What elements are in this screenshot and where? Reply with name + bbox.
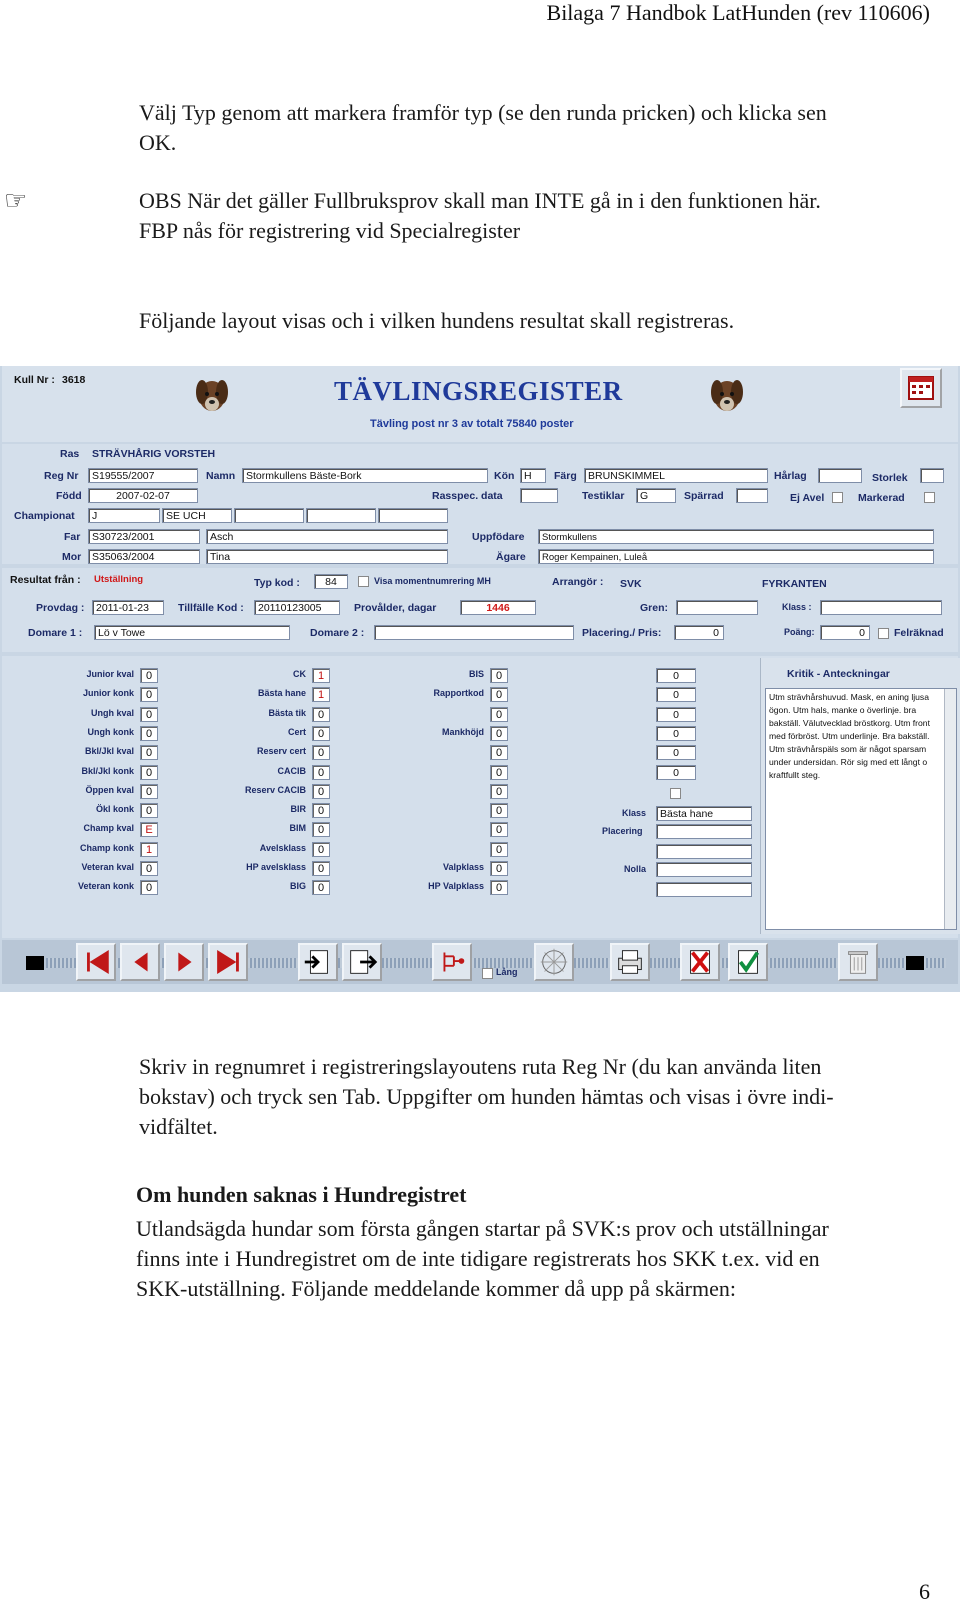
result-label: Champ konk [79, 842, 134, 853]
paragraph-line: finns inte i Hundregistret om de inte tidigare registrerats hos SKK t.ex. vid en [136, 1246, 820, 1271]
next-record-button[interactable] [164, 943, 204, 981]
result-label: Junior konk [82, 688, 134, 699]
provalder-input[interactable]: 1446 [460, 600, 536, 615]
result-value-input[interactable]: 0 [312, 726, 330, 741]
result-value-input[interactable]: 0 [312, 707, 330, 722]
result-value-input[interactable]: 0 [312, 842, 330, 857]
dog-info-panel [2, 444, 958, 564]
typkod-input[interactable]: 84 [314, 574, 348, 589]
arrangor-value: SVK [620, 578, 642, 590]
mor-namn-input[interactable]: Tina [206, 549, 448, 564]
result-label: Reserv CACIB [244, 784, 306, 795]
mor-regnr-input[interactable]: S35063/2004 [88, 549, 200, 564]
fodd-label: Född [56, 490, 82, 502]
moment-label: Visa momentnumrering MH [374, 576, 491, 586]
tree-icon [434, 945, 470, 979]
markerad-checkbox[interactable] [924, 492, 935, 503]
event-panel [2, 568, 958, 652]
result-value-input[interactable]: 0 [656, 687, 696, 702]
kull-value: 3618 [62, 374, 86, 386]
result-label: Bästa hane [257, 688, 306, 699]
domare2-label: Domare 2 : [310, 627, 365, 639]
result-label: Veteran kval [81, 862, 134, 872]
klass-input[interactable] [820, 600, 942, 615]
provdag-label: Provdag : [36, 602, 85, 614]
result-value-input[interactable]: 0 [140, 803, 158, 818]
farg-label: Färg [554, 470, 577, 482]
result-label: Bästa tik [268, 707, 306, 718]
agare-label: Ägare [496, 551, 526, 563]
klass-label: Klass : [782, 602, 812, 612]
harlag-label: Hårlag [774, 470, 807, 482]
paragraph-line: Skriv in regnumret i registreringslayoutens ruta Reg Nr (du kan använda liten [139, 1054, 822, 1079]
result-value-input[interactable]: 0 [656, 726, 696, 741]
poang-label: Poäng: [784, 627, 815, 637]
placering-result-input[interactable] [656, 824, 752, 839]
paragraph-line: SKK-utställning. Följande meddelande kommer då upp på skärmen: [136, 1276, 736, 1301]
result-value-input[interactable]: 0 [140, 707, 158, 722]
result-value-input[interactable]: 0 [490, 784, 508, 799]
result-label: BIS [468, 669, 484, 679]
result-label: Ungh kval [90, 707, 134, 718]
paragraph-line: bokstav) och tryck sen Tab. Uppgifter om hunden hämtas och visas i övre indi- [139, 1084, 834, 1109]
page-number: 6 [919, 1579, 930, 1604]
result-value-input[interactable]: 0 [490, 687, 508, 702]
far-namn-input[interactable]: Asch [206, 529, 448, 544]
target-button[interactable] [534, 943, 574, 981]
result-value-input[interactable]: 1 [312, 687, 330, 702]
uppfodare-input[interactable]: Stormkullens [538, 529, 934, 544]
domare1-input[interactable]: Lö v Towe [94, 625, 290, 640]
last-record-icon [210, 945, 246, 979]
arrangor-name: FYRKANTEN [762, 578, 827, 590]
regnr-input[interactable]: S19555/2007 [88, 468, 198, 483]
result-label: Cert [287, 726, 306, 737]
result-value-input[interactable]: 0 [140, 726, 158, 741]
record-counter: Tävling post nr 3 av totalt 75840 poster [370, 418, 574, 430]
result-value-input[interactable]: 1 [140, 842, 158, 857]
paragraph-line: Utlandsägda hundar som första gången startar på SVK:s prov och utställningar [136, 1216, 829, 1241]
result-value-input[interactable]: 0 [140, 765, 158, 780]
app-title: TÄVLINGSREGISTER [334, 376, 623, 406]
result-label: Mankhöjd [442, 726, 484, 737]
markerad-label: Markerad [858, 492, 905, 504]
extra-result-input-2[interactable] [656, 882, 752, 897]
import-button[interactable] [298, 943, 338, 981]
nolla-label: Nolla [624, 864, 647, 874]
result-value-input[interactable]: 0 [490, 880, 508, 895]
result-label: Champ kval [83, 823, 134, 834]
paragraph-line: Följande layout visas och i vilken hundens resultat skall registreras. [139, 308, 735, 333]
result-label: Reserv cert [256, 746, 306, 757]
result-value-input[interactable]: 0 [312, 784, 330, 799]
title-panel [2, 366, 958, 442]
result-label: Veteran konk [77, 881, 134, 892]
result-label: CK [293, 669, 306, 679]
kritik-panel [760, 658, 960, 934]
kon-label: Kön [494, 470, 515, 482]
uppfodare-label: Uppfödare [472, 531, 525, 543]
kritik-textarea[interactable] [765, 688, 957, 930]
result-value-input[interactable]: 0 [140, 668, 158, 683]
prev-record-icon [122, 945, 158, 979]
provalder-label: Provålder, dagar [354, 602, 437, 614]
toolbar [2, 940, 958, 984]
far-label: Far [64, 531, 81, 543]
calendar-button[interactable] [900, 368, 942, 408]
ok-button[interactable] [728, 943, 768, 981]
championat-label: Championat [14, 510, 75, 522]
placering-result-label: Placering [602, 826, 643, 836]
kritik-text: Utm strävhårshuvud. Mask, en aning ljusa ögon. Utm hals, manke o överlinje. bra bakställ. Välutvecklad bröstkorg. Utm front med förbröst. Utm underlinje. Bra bakställ. Utm strävhårspäls som är något sparsam under undersidan. Rör sig med ett långt o kraftfullt steg. [769, 692, 930, 780]
tillfalle-input[interactable]: 20110123005 [254, 600, 340, 615]
trash-icon [840, 945, 876, 979]
kon-input[interactable]: H [520, 468, 546, 483]
ras-value: STRÄVHÅRIG VORSTEH [92, 448, 216, 460]
tree-button[interactable] [432, 943, 472, 981]
result-value-input[interactable]: 0 [656, 707, 696, 722]
paragraph-line: OBS När det gäller Fullbruksprov skall man INTE gå in i den funktionen här. [139, 188, 821, 213]
scrollbar[interactable] [944, 689, 956, 929]
regnr-label: Reg Nr [44, 470, 79, 482]
result-checkbox[interactable] [670, 788, 681, 799]
moment-checkbox[interactable] [358, 576, 369, 587]
championat-input-3[interactable] [234, 508, 304, 523]
championat-input-1[interactable]: J [88, 508, 160, 523]
result-label: CACIB [277, 765, 306, 776]
paragraph-line: vidfältet. [139, 1114, 218, 1139]
print-icon [612, 945, 648, 979]
result-label: HP Valpklass [428, 881, 484, 892]
first-record-button[interactable] [76, 943, 116, 981]
lang-checkbox[interactable] [482, 968, 493, 979]
ok-icon [730, 945, 766, 979]
target-icon [536, 945, 572, 979]
result-label: Bkl/Jkl kval [84, 746, 134, 757]
result-value-input[interactable]: E [140, 822, 158, 837]
page-header: Bilaga 7 Handbok LatHunden (rev 110606) [546, 0, 930, 25]
lang-label: Lång [496, 967, 518, 977]
championat-input-5[interactable] [378, 508, 448, 523]
sparrad-input[interactable] [736, 488, 768, 503]
extra-result-input-1[interactable] [656, 844, 752, 859]
rasspec-input[interactable] [520, 488, 558, 503]
result-value-input[interactable]: 0 [312, 745, 330, 760]
right-marker-icon [906, 956, 924, 970]
paragraph-line: Välj Typ genom att markera framför typ (se den runda pricken) och klicka sen [139, 100, 827, 125]
placering-label: Placering./ Pris: [582, 627, 662, 639]
namn-input[interactable]: Stormkullens Bäste-Bork [242, 468, 488, 483]
dog-portrait-icon [192, 374, 232, 416]
paragraph-line: FBP nås för registrering vid Specialregister [139, 218, 521, 243]
result-label: Ökl konk [95, 804, 134, 815]
cancel-icon [682, 945, 718, 979]
result-value-input[interactable]: 0 [312, 822, 330, 837]
result-value-input[interactable]: 0 [490, 842, 508, 857]
result-value-input[interactable]: 0 [656, 745, 696, 760]
section-heading: Om hunden saknas i Hundregistret [136, 1182, 467, 1207]
import-icon [300, 945, 336, 979]
prev-record-button[interactable] [120, 943, 160, 981]
result-value-input[interactable]: 0 [490, 803, 508, 818]
trash-button[interactable] [838, 943, 878, 981]
result-value-input[interactable]: 0 [312, 765, 330, 780]
typkod-label: Typ kod : [254, 577, 300, 589]
paragraph-line: OK. [139, 130, 177, 155]
domare1-label: Domare 1 : [28, 627, 83, 639]
result-value-input[interactable]: 0 [140, 745, 158, 760]
result-value-input[interactable]: 1 [312, 668, 330, 683]
mor-label: Mor [62, 551, 82, 563]
provdag-input[interactable]: 2011-01-23 [92, 600, 164, 615]
last-record-button[interactable] [208, 943, 248, 981]
results-panel [2, 656, 958, 938]
dog-portrait-icon [707, 374, 747, 416]
klass-result-label: Klass [622, 808, 647, 818]
harlag-input[interactable] [818, 468, 862, 483]
ejavel-label: Ej Avel [790, 492, 825, 504]
tavlingsregister-screenshot [0, 366, 960, 992]
result-value-input[interactable]: 0 [656, 668, 696, 683]
next-record-icon [166, 945, 202, 979]
result-label: Öppen kval [85, 784, 134, 795]
tillfalle-label: Tillfälle Kod : [178, 602, 244, 614]
namn-label: Namn [206, 470, 236, 482]
gren-input[interactable] [676, 600, 758, 615]
cancel-button[interactable] [680, 943, 720, 981]
result-label: BIR [290, 804, 306, 815]
klass-result-input[interactable]: Bästa hane [656, 806, 752, 821]
result-value-input[interactable]: 0 [140, 861, 158, 876]
pointing-hand-icon: ☞ [4, 186, 28, 215]
result-value-input[interactable]: 0 [312, 861, 330, 876]
first-record-icon [78, 945, 114, 979]
kull-label: Kull Nr : [14, 374, 55, 386]
testiklar-label: Testiklar [582, 490, 625, 502]
domare2-input[interactable] [374, 625, 574, 640]
result-label: HP avelsklass [246, 862, 306, 872]
far-regnr-input[interactable]: S30723/2001 [88, 529, 200, 544]
result-value-input[interactable]: 0 [490, 707, 508, 722]
result-value-input[interactable]: 0 [490, 668, 508, 683]
export-button[interactable] [342, 943, 382, 981]
result-label: BIM [289, 823, 306, 834]
result-label: Ungh konk [87, 726, 134, 737]
result-value-input[interactable]: 0 [140, 784, 158, 799]
ras-label: Ras [60, 448, 80, 460]
storlek-label: Storlek [872, 472, 908, 484]
result-value-input[interactable]: 0 [490, 861, 508, 876]
result-label: BIG [289, 881, 306, 892]
placering-input[interactable]: 0 [674, 625, 724, 640]
result-value-input[interactable]: 0 [490, 822, 508, 837]
farg-input[interactable]: BRUNSKIMMEL [584, 468, 768, 483]
testiklar-input[interactable]: G [636, 488, 676, 503]
felraknad-checkbox[interactable] [878, 628, 889, 639]
resultat-value: Utställning [94, 574, 144, 585]
result-label: Valpklass [442, 862, 484, 872]
result-value-input[interactable]: 0 [656, 765, 696, 780]
championat-input-4[interactable] [306, 508, 376, 523]
agare-input[interactable]: Roger Kempainen, Luleå [538, 549, 934, 564]
rasspec-label: Rasspec. data [432, 490, 503, 502]
result-label: Junior kval [86, 669, 134, 679]
resultat-label: Resultat från : [10, 574, 81, 586]
gren-label: Gren: [640, 602, 669, 614]
kritik-label: Kritik - Anteckningar [787, 668, 890, 680]
nolla-input[interactable] [656, 862, 752, 877]
result-value-input[interactable]: 0 [490, 745, 508, 760]
arrangor-label: Arrangör : [552, 576, 604, 588]
print-button[interactable] [610, 943, 650, 981]
result-label: Bkl/Jkl konk [81, 765, 134, 776]
championat-input-2[interactable]: SE UCH [162, 508, 232, 523]
result-value-input[interactable]: 0 [490, 765, 508, 780]
result-value-input[interactable]: 0 [312, 880, 330, 895]
result-value-input[interactable]: 0 [140, 880, 158, 895]
fodd-input[interactable]: 2007-02-07 [88, 488, 198, 503]
result-value-input[interactable]: 0 [140, 687, 158, 702]
ejavel-checkbox[interactable] [832, 492, 843, 503]
poang-input[interactable]: 0 [820, 625, 870, 640]
result-label: Avelsklass [259, 842, 306, 853]
result-value-input[interactable]: 0 [490, 726, 508, 741]
storlek-input[interactable] [920, 468, 944, 483]
left-marker-icon [26, 956, 44, 970]
result-label: Rapportkod [433, 688, 484, 699]
calendar-icon [902, 370, 940, 406]
felraknad-label: Felräknad [894, 627, 944, 639]
sparrad-label: Spärrad [684, 490, 724, 502]
result-value-input[interactable]: 0 [312, 803, 330, 818]
export-icon [344, 945, 380, 979]
